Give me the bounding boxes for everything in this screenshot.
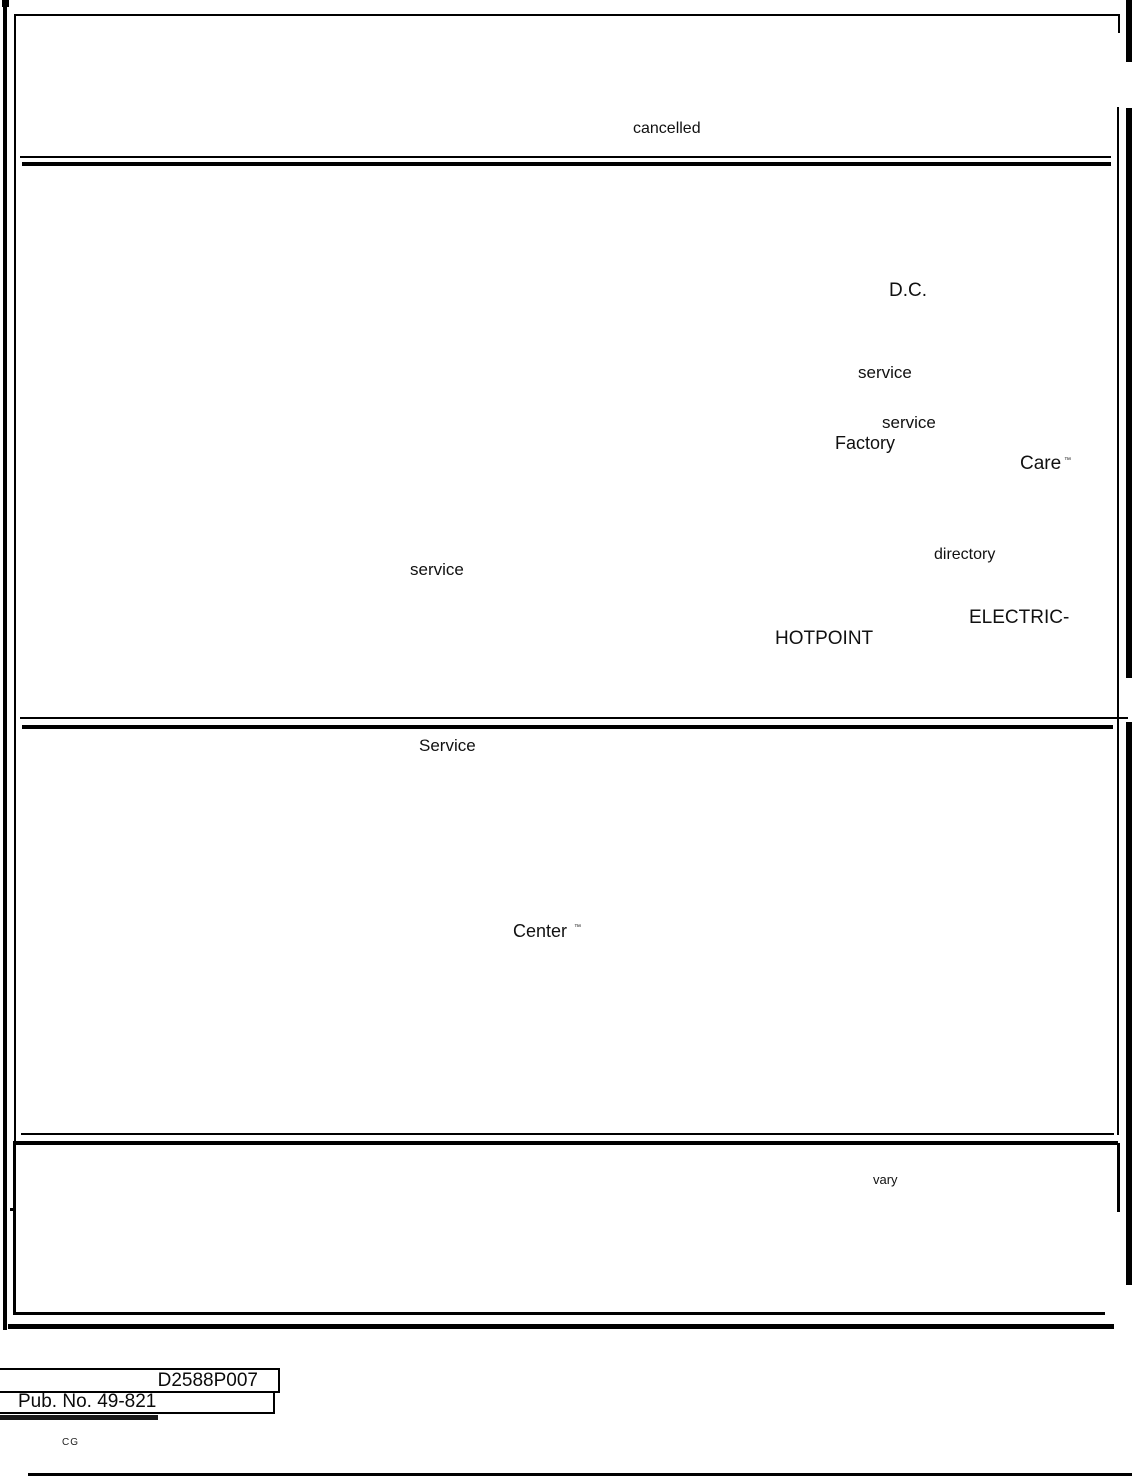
cg-initials: CG xyxy=(62,1437,79,1448)
notes-box-right-border xyxy=(1117,1143,1120,1212)
scan-smudge xyxy=(0,1415,158,1420)
word-dc: D.C. xyxy=(889,280,927,301)
notes-box-bottom-border xyxy=(13,1312,1105,1315)
word-service-3: service xyxy=(410,560,464,579)
word-directory: directory xyxy=(934,546,996,563)
word-hotpoint: HOTPOINT xyxy=(775,628,874,649)
separator1-thick-rule xyxy=(22,162,1111,166)
separator2-thin-rule xyxy=(20,717,1128,719)
center-trademark-mark: ™ xyxy=(574,924,581,931)
service-box-bottom-border xyxy=(21,1133,1114,1135)
outer-bottom-border xyxy=(8,1324,1114,1329)
right-edge-bar-segment1 xyxy=(1126,0,1132,62)
word-service-1: service xyxy=(858,363,912,382)
word-cancelled: cancelled xyxy=(633,120,701,137)
notes-box-left-tick xyxy=(10,1208,14,1211)
separator1-thin-rule xyxy=(20,156,1111,158)
pub-number-label: Pub. No. 49-821 xyxy=(18,1390,157,1412)
part-number-label: D2588P007 xyxy=(157,1369,258,1391)
page-bottom-rule xyxy=(28,1473,1132,1476)
notes-box-left-border xyxy=(13,1143,16,1315)
pub-number-box xyxy=(0,1391,275,1414)
top-box-top-border xyxy=(14,14,1120,16)
word-center: Center xyxy=(513,921,568,941)
separator2-thick-rule xyxy=(22,725,1113,729)
care-trademark-mark: ™ xyxy=(1064,457,1071,464)
top-box-right-tick xyxy=(1118,14,1120,33)
left-edge-notch xyxy=(2,0,9,7)
word-service-capital: Service xyxy=(419,736,476,755)
right-border-line xyxy=(1117,107,1119,1135)
word-electric: ELECTRIC- xyxy=(969,607,1070,628)
part-number-box xyxy=(0,1368,280,1393)
right-edge-bar-segment2 xyxy=(1126,108,1132,678)
left-border-line xyxy=(14,14,16,1315)
word-service-2: service xyxy=(882,413,936,432)
right-edge-bar-segment3 xyxy=(1126,722,1132,1285)
notes-box-top-border xyxy=(13,1141,1118,1145)
word-vary: vary xyxy=(873,1172,898,1187)
word-care: Care xyxy=(1020,453,1062,474)
word-factory: Factory xyxy=(835,433,896,453)
left-edge-bar xyxy=(3,0,7,1330)
